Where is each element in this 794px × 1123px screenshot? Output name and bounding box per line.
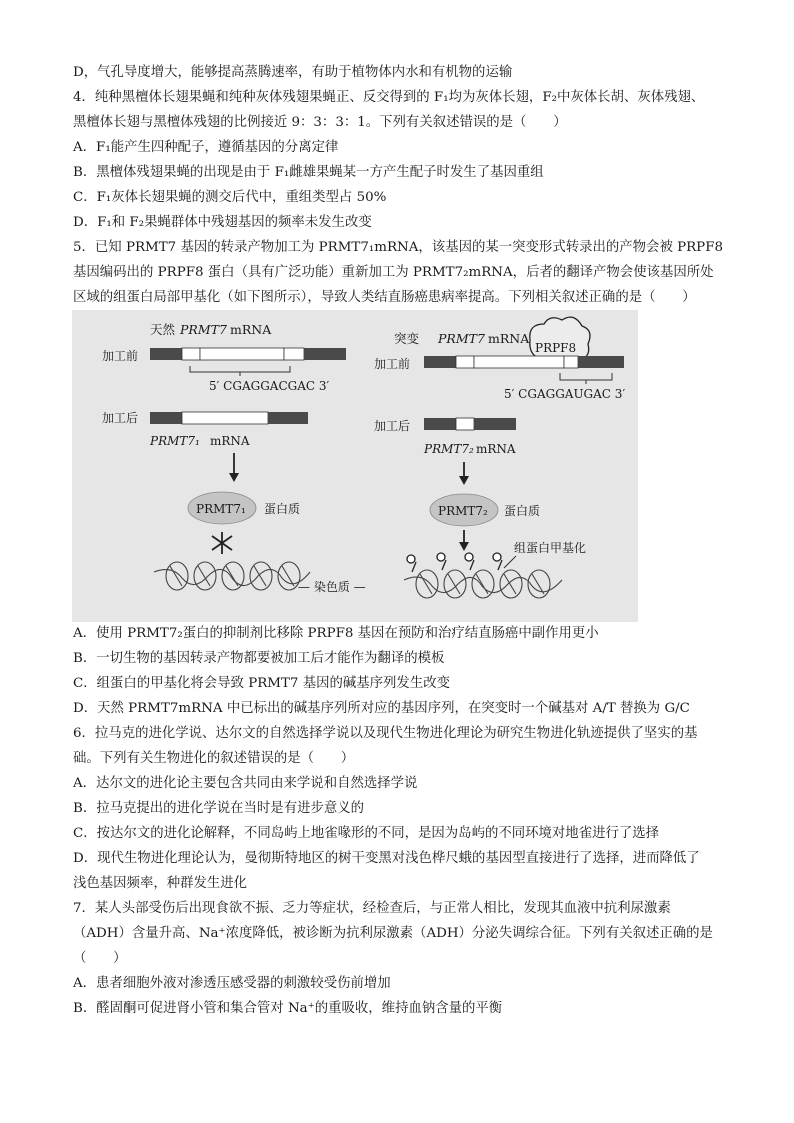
prmt71-mrna-bar xyxy=(150,412,308,424)
methyl-pointer xyxy=(504,556,516,568)
prmt71-mrna-suffix: mRNA xyxy=(210,434,250,448)
prmt72-mrna-suffix: mRNA xyxy=(476,442,516,456)
text-line: D，气孔导度增大，能够提高蒸腾速率，有助于植物体内水和有机物的运输 xyxy=(73,65,513,80)
option-b: B．拉马克提出的进化学说在当时是有进步意义的 xyxy=(73,801,365,816)
natural-mrna-suffix: mRNA xyxy=(230,322,272,337)
option-b: B．一切生物的基因转录产物都要被加工后才能作为翻译的模板 xyxy=(73,651,445,666)
mutant-mrna-suffix: mRNA xyxy=(488,331,530,346)
blocked-icon xyxy=(212,532,232,554)
natural-pre-mrna xyxy=(150,348,346,376)
prmt71-protein-label: PRMT7₁ xyxy=(196,502,246,516)
mutant-mrna-gene: PRMT7 xyxy=(438,331,485,346)
arrow-down-icon xyxy=(229,453,239,482)
prmt72-mrna-gene: PRMT7₂ xyxy=(424,442,474,456)
option-c: C．F₁灰体长翅果蝇的测交后代中，重组类型占 50% xyxy=(73,190,387,205)
before-label-right: 加工前 xyxy=(374,357,411,371)
option-c: C．组蛋白的甲基化将会导致 PRMT7 基因的碱基序列发生改变 xyxy=(73,676,450,691)
question-7-stem: 7．某人头部受伤后出现食欲不振、乏力等症状，经检查后，与正常人相比，发现其血液中抗利尿激素 xyxy=(73,901,671,916)
natural-label: 天然 xyxy=(150,322,176,337)
prmt71-mrna-gene: PRMT7₁ xyxy=(150,434,200,448)
option-a: A．达尔文的进化论主要包含共同由来学说和自然选择学说 xyxy=(73,776,418,791)
protein-label-left: 蛋白质 xyxy=(264,502,301,516)
text-line: 基因编码出的 PRPF8 蛋白（具有广泛功能）重新加工为 PRMT7₂mRNA，后者的翻译产物会使该基因所处 xyxy=(73,265,714,280)
option-a: A．使用 PRMT7₂蛋白的抑制剂比移除 PRPF8 基因在预防和治疗结直肠癌中副作用更小 xyxy=(73,626,599,641)
natural-mrna-gene: PRMT7 xyxy=(180,322,227,337)
prmt72-protein-label: PRMT7₂ xyxy=(438,504,488,518)
option-c: C．按达尔文的进化论解释，不同岛屿上地雀喙形的不同，是因为岛屿的不同环境对地雀进行了选择 xyxy=(73,826,660,841)
text-line: 区域的组蛋白局部甲基化（如下图所示），导致人类结直肠癌患病率提高。下列相关叙述正确的是（ ） xyxy=(73,290,696,305)
option-d: D．F₁和 F₂果蝇群体中残翅基因的频率未发生改变 xyxy=(73,215,372,230)
prmt72-mrna-bar xyxy=(424,418,516,430)
prmt7-processing-figure xyxy=(72,310,638,622)
option-b: B．黑檀体残翅果蝇的出现是由于 F₁雌雄果蝇某一方产生配子时发生了基因重组 xyxy=(73,165,544,180)
option-d: D．现代生物进化理论认为，曼彻斯特地区的树干变黑对浅色桦尺蛾的基因型直接进行了选择，进而降低了 xyxy=(73,851,700,866)
protein-label-right: 蛋白质 xyxy=(504,504,541,518)
chromatin-right xyxy=(404,570,562,598)
arrow-down-icon xyxy=(459,530,469,551)
prpf8-label: PRPF8 xyxy=(535,341,577,355)
option-d: D．天然 PRMT7mRNA 中已标出的碱基序列所对应的基因序列，在突变时一个碱基对 A/T 替换为 G/C xyxy=(73,701,690,716)
arrow-down-icon xyxy=(459,462,469,485)
histone-methylation-label: 组蛋白甲基化 xyxy=(514,541,587,555)
before-label-left: 加工前 xyxy=(102,349,139,363)
question-4-stem: 4．纯种黑檀体长翅果蝇和纯种灰体残翅果蝇正、反交得到的 F₁均为灰体长翅，F₂中灰体长胡、灰体残翅、 xyxy=(73,90,705,105)
text-line: 础。下列有关生物进化的叙述错误的是（ ） xyxy=(73,751,355,766)
option-a: A．F₁能产生四种配子，遵循基因的分离定律 xyxy=(73,140,339,155)
text-line: （ADH）含量升高、Na⁺浓度降低，被诊断为抗利尿激素（ADH）分泌失调综合征。下列有关叙述正确的是 xyxy=(73,926,713,941)
option-b: B．醛固酮可促进肾小管和集合管对 Na⁺的重吸收，维持血钠含量的平衡 xyxy=(73,1001,503,1016)
option-a: A．患者细胞外液对渗透压感受器的刺激较受伤前增加 xyxy=(73,976,391,991)
text-line: （ ） xyxy=(73,951,127,966)
methyl-groups xyxy=(407,553,502,572)
question-6-stem: 6．拉马克的进化学说、达尔文的自然选择学说以及现代生物进化理论为研究生物进化轨迹提供了坚实的基 xyxy=(73,726,698,741)
question-5-stem: 5．已知 PRMT7 基因的转录产物加工为 PRMT7₁mRNA，该基因的某一突变形式转录出的产物会被 PRPF8 xyxy=(73,240,723,255)
natural-sequence: 5′ CGAGGACGAC 3′ xyxy=(209,379,330,393)
mutant-pre-mrna xyxy=(424,356,624,384)
after-label-left: 加工后 xyxy=(102,411,139,425)
text-line: 浅色基因频率，种群发生进化 xyxy=(73,876,248,891)
after-label-right: 加工后 xyxy=(374,419,411,433)
chromatin-left xyxy=(154,562,310,590)
chromatin-label: — 染色质 — xyxy=(298,580,366,594)
mutant-sequence: 5′ CGAGGAUGAC 3′ xyxy=(504,387,626,401)
mutant-label: 突变 xyxy=(394,331,420,346)
text-line: 黑檀体长翅与黑檀体残翅的比例接近 9：3：3：1。下列有关叙述错误的是（ ） xyxy=(73,115,567,130)
